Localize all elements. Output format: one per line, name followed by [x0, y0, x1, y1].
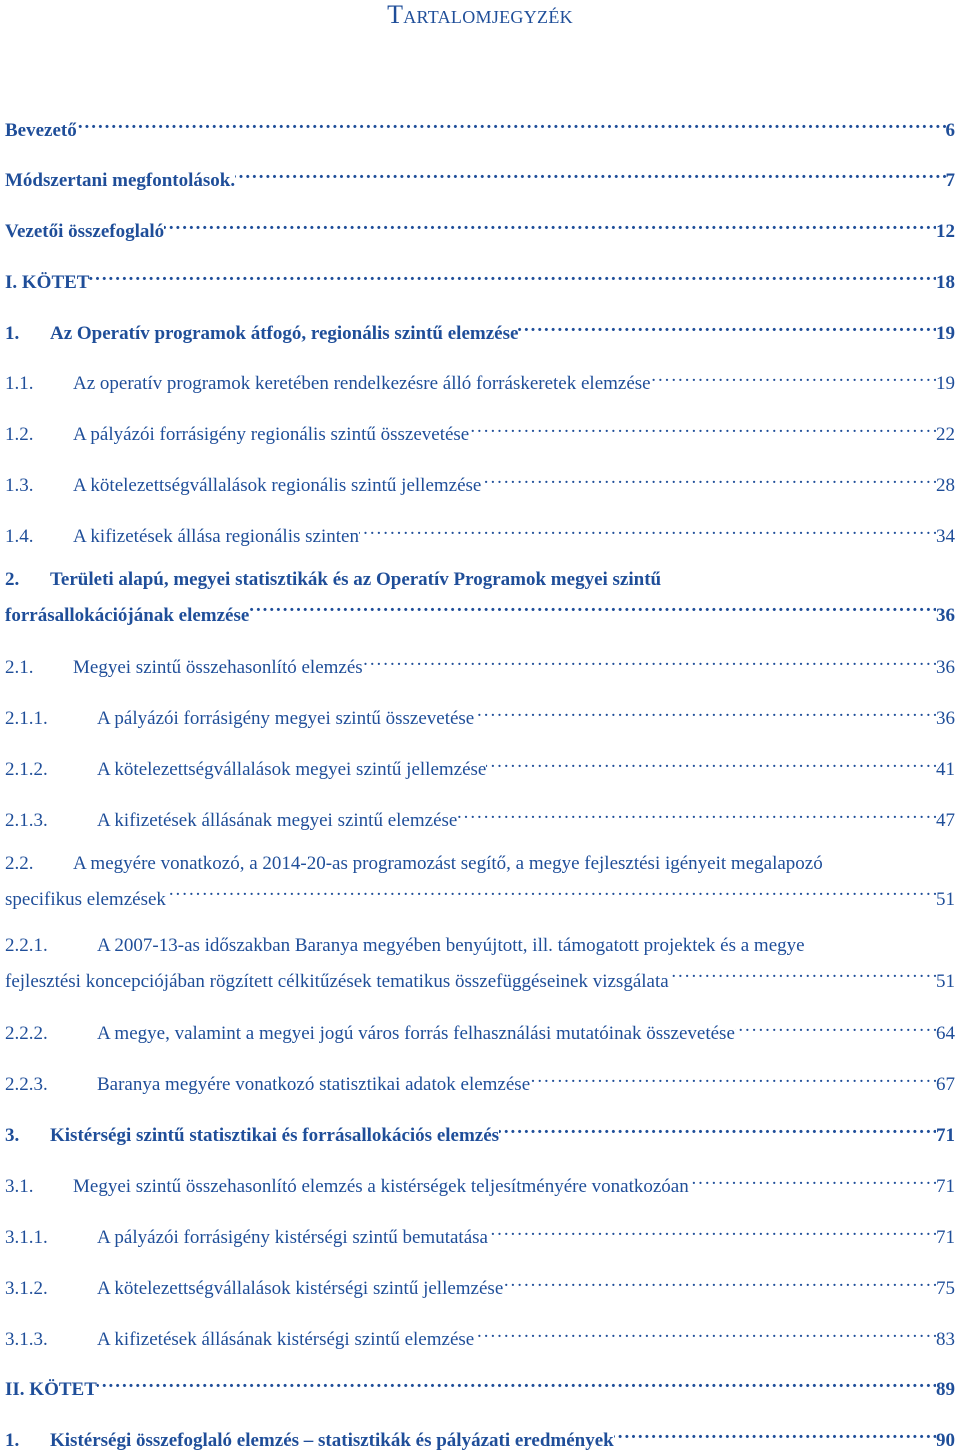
toc-entry-number: 2.2.2. [5, 1023, 48, 1044]
toc-leader-dots [77, 110, 946, 136]
toc-entry-text-line2: forrásallokációjának elemzése [5, 605, 250, 626]
toc-entry-text: A megye, valamint a megyei jogú város forrás felhasználási mutatóinak összevetése [97, 1023, 735, 1044]
toc-page-number: 18 [936, 272, 955, 293]
toc-entry-number: 3.1. [5, 1176, 34, 1197]
toc-entry-text: A pályázói forrásigény megyei szintű összevetése [97, 708, 475, 729]
toc-page-number: 41 [936, 759, 955, 780]
toc-page-number: 47 [936, 810, 955, 831]
toc-page-number: 19 [936, 373, 955, 394]
toc-entry-text: A pályázói forrásigény regionális szintű összevetése [73, 424, 470, 445]
toc-entry-kotet-1[interactable] [5, 262, 955, 296]
toc-entry-text: Megyei szintű összehasonlító elemzés [73, 657, 363, 678]
toc-entry-2-1-2[interactable] [5, 749, 955, 783]
toc-page-number: 83 [936, 1329, 955, 1350]
toc-leader-dots [469, 414, 936, 440]
toc-leader-dots [651, 363, 936, 389]
toc-leader-dots [474, 698, 936, 724]
toc-entry-text-line2: specifikus elemzések [5, 889, 166, 910]
toc-entry-number: 2.2.3. [5, 1074, 48, 1095]
toc-entry-vezetoi[interactable] [5, 211, 955, 245]
toc-entry-kotet2-1[interactable] [5, 1420, 955, 1454]
toc-entry-1-3[interactable] [5, 465, 955, 499]
toc-page-number: 64 [936, 1023, 955, 1044]
toc-leader-dots [486, 749, 936, 775]
toc-entry-2-1-1[interactable] [5, 698, 955, 732]
toc-entry-number: 3.1.1. [5, 1227, 48, 1248]
toc-leader-dots [614, 1420, 936, 1446]
toc-page-number: 7 [945, 170, 955, 191]
toc-entry-text: A pályázói forrásigény kistérségi szintű bemutatása [97, 1227, 488, 1248]
toc-entry-bevezeto[interactable] [5, 110, 955, 144]
page-title: Tartalomjegyzék [387, 0, 573, 29]
toc-entry-number: 2.1.3. [5, 810, 48, 831]
toc-entry-number: 3. [5, 1125, 20, 1146]
toc-entry-3[interactable] [5, 1115, 955, 1149]
toc-page-number: 71 [936, 1125, 955, 1146]
toc-entry-number: 1.4. [5, 526, 34, 547]
toc-leader-dots [689, 1166, 936, 1192]
toc-entry-2-2-3[interactable] [5, 1064, 955, 1098]
toc-page-number: 6 [945, 120, 955, 141]
toc-page-number: 36 [936, 708, 955, 729]
toc-entry-number: 2.1.1. [5, 708, 48, 729]
toc-entry-text: Vezetői összefoglaló [5, 221, 165, 242]
toc-entry-3-1[interactable] [5, 1166, 955, 1200]
toc-entry-1-2[interactable] [5, 414, 955, 448]
toc-page-number: 71 [936, 1176, 955, 1197]
toc-page-number: 28 [936, 475, 955, 496]
toc-entry-number: 1.1. [5, 373, 34, 394]
toc-leader-dots [669, 961, 936, 987]
toc-entry-3-1-1[interactable] [5, 1217, 955, 1251]
toc-entry-text: A kifizetések állásának megyei szintű elemzése [97, 810, 458, 831]
toc-entry-text: Az operatív programok keretében rendelkezésre álló forráskeretek elemzése [73, 373, 651, 394]
toc-entry-1-4[interactable] [5, 516, 955, 550]
toc-leader-dots [359, 516, 936, 542]
toc-entry-text: Módszertani megfontolások. [5, 170, 236, 191]
toc-entry-kotet-2[interactable] [5, 1369, 955, 1403]
toc-leader-dots [735, 1013, 936, 1039]
toc-entry-text: A kifizetések állása regionális szinten [73, 526, 359, 547]
toc-entry-number: 1.3. [5, 475, 34, 496]
toc-entry-2-2-2[interactable] [5, 1013, 955, 1047]
toc-leader-dots [235, 160, 945, 186]
toc-leader-dots [166, 879, 936, 905]
toc-entry-text: Kistérségi szintű statisztikai és forrásallokációs elemzés [50, 1125, 500, 1146]
toc-page-number: 51 [936, 971, 955, 992]
toc-leader-dots [499, 1115, 936, 1141]
toc-page-number: 36 [936, 657, 955, 678]
toc-entry-text: A kifizetések állásának kistérségi szintű elemzése [97, 1329, 475, 1350]
toc-page-number: 19 [936, 323, 955, 344]
toc-leader-dots [488, 1217, 936, 1243]
toc-leader-dots [481, 465, 936, 491]
toc-leader-dots [363, 647, 936, 673]
toc-entry-text: A kötelezettségvállalások regionális szintű jellemzése [73, 475, 482, 496]
toc-entry-number: 2. [5, 569, 20, 590]
toc-entry-3-1-3[interactable] [5, 1319, 955, 1353]
toc-entry-text: I. KÖTET [5, 272, 90, 293]
toc-entry-text: Baranya megyére vonatkozó statisztikai adatok elemzése [97, 1074, 531, 1095]
toc-entry-number: 3.1.2. [5, 1278, 48, 1299]
toc-entry-number: 1. [5, 1430, 20, 1451]
toc-page-number: 75 [936, 1278, 955, 1299]
toc-page-number: 36 [936, 605, 955, 626]
toc-page-number: 12 [936, 221, 955, 242]
toc-page-number: 51 [936, 889, 955, 910]
toc-entry-number: 1. [5, 323, 20, 344]
toc-leader-dots [164, 211, 936, 237]
toc-leader-dots [474, 1319, 936, 1345]
toc-entry-2-1-3[interactable] [5, 800, 955, 834]
toc-entry-text: II. KÖTET [5, 1379, 97, 1400]
toc-entry-text: Kistérségi összefoglaló elemzés – statisztikák és pályázati eredmények [50, 1430, 614, 1451]
toc-entry-modszertani[interactable] [5, 160, 955, 194]
toc-entry-number: 2.2. [5, 853, 34, 874]
toc-leader-dots [89, 262, 936, 288]
toc-page-number: 89 [936, 1379, 955, 1400]
toc-entry-2-2-1[interactable] [5, 930, 955, 997]
toc-page-number: 67 [936, 1074, 955, 1095]
toc-entry-text: A kötelezettségvállalások megyei szintű jellemzése [97, 759, 487, 780]
toc-entry-number: 3.1.3. [5, 1329, 48, 1350]
toc-entry-text: Megyei szintű összehasonlító elemzés a kistérségek teljesítményére vonatkozóan [73, 1176, 689, 1197]
toc-leader-dots [518, 313, 936, 339]
toc-entry-1-1[interactable] [5, 363, 955, 397]
toc-page-number: 90 [936, 1430, 955, 1451]
toc-entry-text: Bevezető [5, 120, 77, 141]
toc-entry-number: 2.1.2. [5, 759, 48, 780]
toc-entry-text-line2: fejlesztési koncepciójában rögzített célkitűzések tematikus összefüggéseinek vizsgálata [5, 971, 669, 992]
toc-entry-number: 1.2. [5, 424, 34, 445]
toc-entry-2[interactable] [5, 564, 955, 631]
toc-entry-1[interactable] [5, 313, 955, 347]
toc-entry-number: 2.1. [5, 657, 34, 678]
toc-entry-number: 2.2.1. [5, 935, 48, 956]
toc-page-number: 34 [936, 526, 955, 547]
toc-entry-text-line1: A megyére vonatkozó, a 2014-20-as programozást segítő, a megye fejlesztési igényeit megalapozó [73, 853, 823, 874]
toc-leader-dots [457, 800, 936, 826]
toc-leader-dots [503, 1268, 936, 1294]
toc-leader-dots [530, 1064, 936, 1090]
toc-leader-dots [249, 595, 936, 621]
toc-entry-text-line1: A 2007-13-as időszakban Baranya megyében benyújtott, ill. támogatott projektek és a megye [97, 935, 805, 956]
toc-entry-2-2[interactable] [5, 848, 955, 915]
toc-entry-3-1-2[interactable] [5, 1268, 955, 1302]
toc-page-number: 71 [936, 1227, 955, 1248]
toc-page-number: 22 [936, 424, 955, 445]
toc-entry-text: A kötelezettségvállalások kistérségi szintű jellemzése [97, 1278, 504, 1299]
toc-entry-2-1[interactable] [5, 647, 955, 681]
toc-leader-dots [97, 1369, 936, 1395]
toc-entry-text: Az Operatív programok átfogó, regionális szintű elemzése [50, 323, 519, 344]
toc-entry-text-line1: Területi alapú, megyei statisztikák és az Operatív Programok megyei szintű [50, 569, 662, 590]
